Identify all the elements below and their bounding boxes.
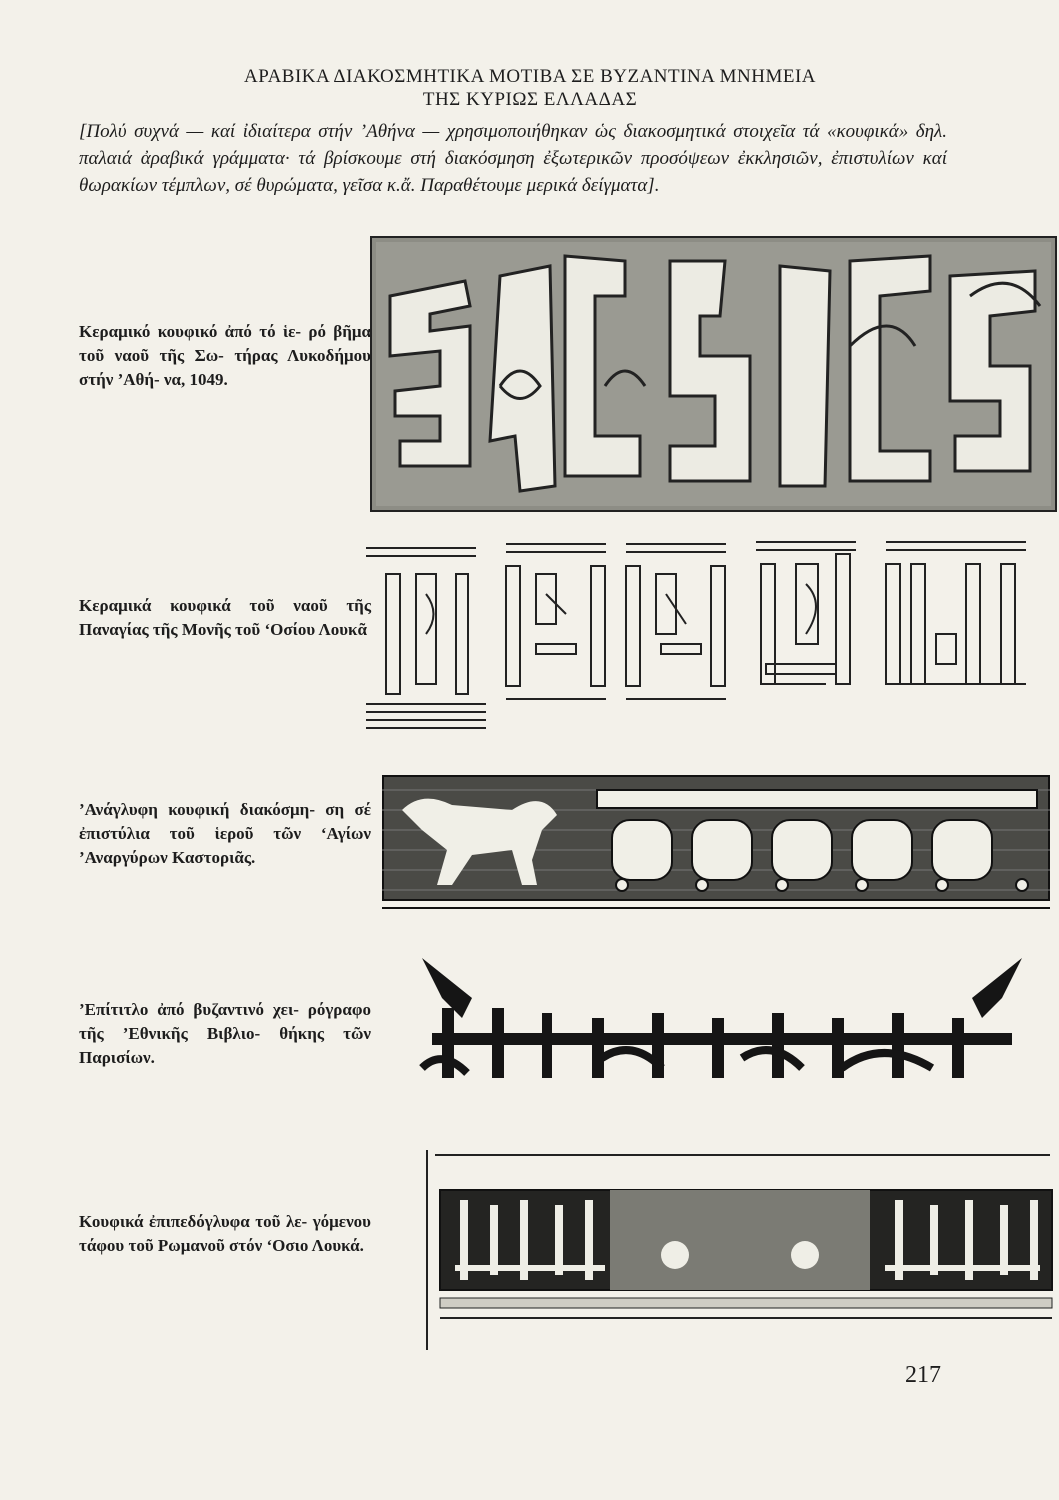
- figure-2-kufic-line-drawing: [366, 534, 1056, 730]
- figure-1-kufic-ceramic: [370, 236, 1057, 512]
- figure-3-caption: ’Ανάγλυφη κουφική διακόσμη- ση σέ ἐπιστύλια τοῦ ἱεροῦ τῶν ‘Αγίων ’Αναργύρων Καστοριᾶς.: [79, 800, 371, 867]
- figure-3-relief-architrave: [382, 770, 1050, 912]
- page-title-line-1: ΑΡΑΒΙΚΑ ΔΙΑΚΟΣΜΗΤΙΚΑ ΜΟΤΙΒΑ ΣΕ ΒΥΖΑΝΤΙΝΑ ΜΝΗΜΕΙΑ: [244, 66, 816, 87]
- figure-4-caption: ’Επίτιτλο ἀπό βυζαντινό χει- ρόγραφο τῆς ’Εθνικῆς Βιβλιο- θήκης τῶν Παρισίων.: [79, 1000, 371, 1067]
- figure-5-relief-tomb: [425, 1150, 1055, 1350]
- page-title-line-2: ΤΗΣ ΚΥΡΙΩΣ ΕΛΛΑΔΑΣ: [422, 89, 638, 110]
- intro-paragraph: [Πολύ συχνά — καί ἰδιαίτερα στήν ’Αθήνα — χρησιμοποιήθηκαν ὡς διακοσμητικά στοιχεῖα τά «κουφικά» δηλ. παλαιά ἀραβικά γράμματα· τά βρίσκουμε στή διακόσμηση ἐξωτερικῶν προσόψεων ἐκκλησιῶν, ἐπιστυλίων καί θωρακίων τέμπλων, σέ θυρώματα, γεῖσα κ.ἄ. Παραθέτουμε μερικά δείγματα].: [79, 121, 947, 196]
- page-number: 217: [905, 1362, 941, 1388]
- figure-2-caption: Κεραμικά κουφικά τοῦ ναοῦ τῆς Παναγίας τῆς Μονῆς τοῦ ‘Οσίου Λουκᾶ: [79, 596, 371, 639]
- figure-1-caption: Κεραμικό κουφικό ἀπό τό ἱε- ρό βῆμα τοῦ ναοῦ τῆς Σω- τήρας Λυκοδήμου στήν ’Αθή- να, 1049.: [79, 322, 371, 389]
- figure-4-manuscript-headpiece: [412, 948, 1032, 1098]
- figure-5-caption: Κουφικά ἐπιπεδόγλυφα τοῦ λε- γόμενου τάφου τοῦ Ρωμανοῦ στόν ‘Οσιο Λουκά.: [79, 1212, 371, 1255]
